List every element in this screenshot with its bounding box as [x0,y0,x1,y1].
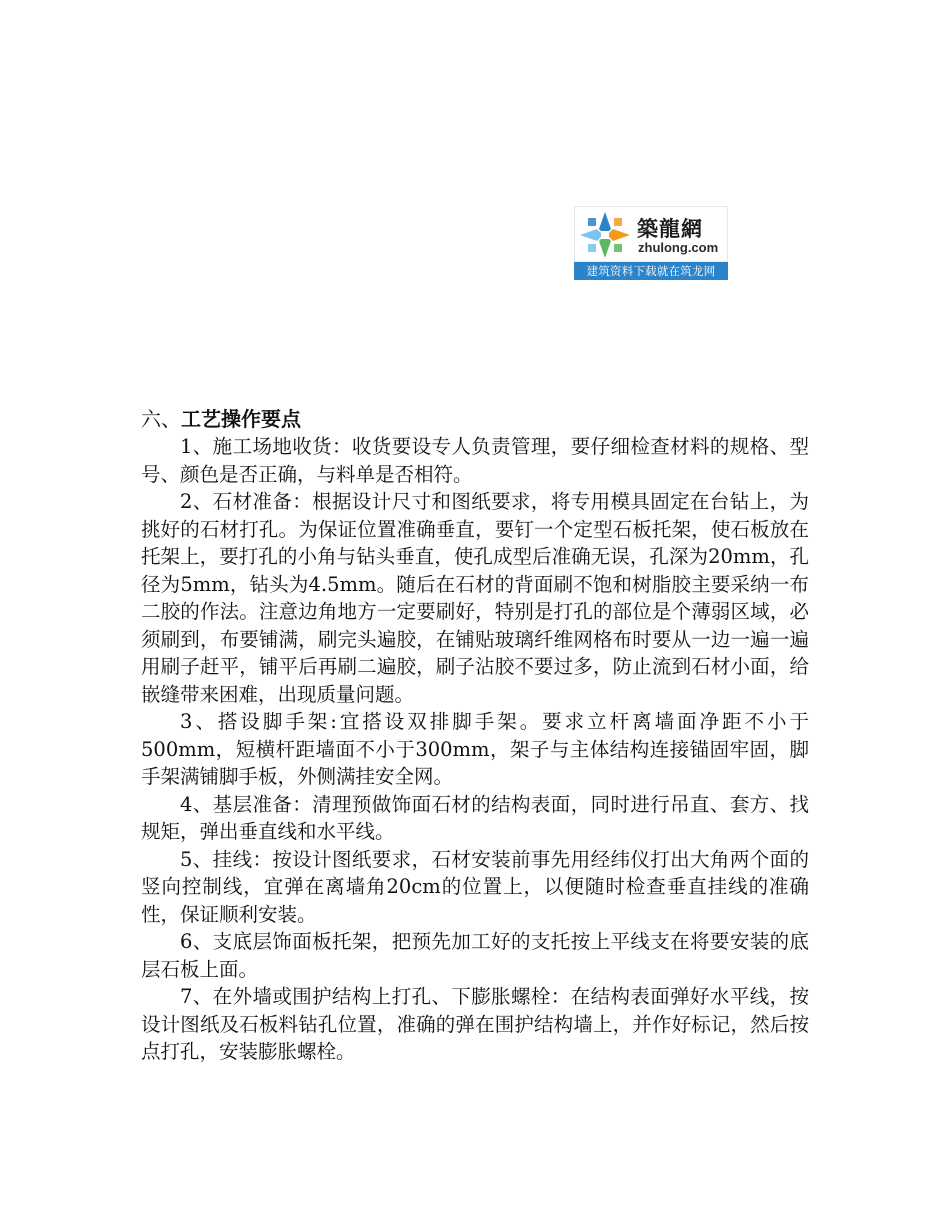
section-heading [141,405,809,433]
zhulong-emblem-icon [578,210,632,260]
paragraph-6: 6、支底层饰面板托架，把预先加工好的支托按上平线支在将要安装的底层石板上面。 [141,930,809,981]
logo-domain: zhulong.com [638,240,719,255]
logo-slogan: 建筑资料下载就在筑龙网 [574,262,728,280]
section-number: 六、 [141,407,181,431]
zhulong-logo[interactable] [574,206,728,280]
paragraph-1: 1、施工场地收货：收货要设专人负责管理，要仔细检查材料的规格、型号、颜色是否正确，与料单是否相符。 [141,435,809,486]
paragraph-5: 5、挂线：按设计图纸要求，石材安装前事先用经纬仪打出大角两个面的竖向控制线，宜弹在离墙角20cm的位置上，以便随时检查垂直挂线的准确性，保证顺利安装。 [141,847,809,926]
logo-name-cn: 築龍網 [637,216,703,241]
section-title: 工艺操作要点 [181,407,301,431]
paragraph-4: 4、基层准备：清理预做饰面石材的结构表面，同时进行吊直、套方、找规矩，弹出垂直线和水平线。 [141,792,809,843]
paragraph-2: 2、石材准备：根据设计尺寸和图纸要求，将专用模具固定在台钻上，为挑好的石材打孔。为保证位置准确垂直，要钉一个定型石板托架，使石板放在托架上，要打孔的小角与钻头垂直，使孔成型后准确无误，孔深为20mm，孔径为5mm，钻头为4.5mm。随后在石材的背面刷不饱和树脂胶主要采纳一布二胶的作法。注意边角地方一定要刷好，特别是打孔的部位是个薄弱区域，必须刷到，布要铺满，刷完头遍胶，在铺贴玻璃纤维网格布时要从一边一遍一遍用刷子赶平，铺平后再刷二遍胶，刷子沾胶不要过多，防止流到石材小面，给嵌缝带来困难，出现质量问题。 [141,490,809,706]
logo-panel [574,206,728,262]
document-body [141,405,809,1066]
paragraph-3: 3、搭设脚手架:宜搭设双排脚手架。要求立杆离墙面净距不小于500mm，短横杆距墙面不小于300mm，架子与主体结构连接锚固牢固，脚手架满铺脚手板，外侧满挂安全网。 [141,710,809,788]
paragraph-7: 7、在外墙或围护结构上打孔、下膨胀螺栓：在结构表面弹好水平线，按设计图纸及石板料钻孔位置，准确的弹在围护结构墙上，并作好标记，然后按点打孔，安装膨胀螺栓。 [141,985,809,1063]
